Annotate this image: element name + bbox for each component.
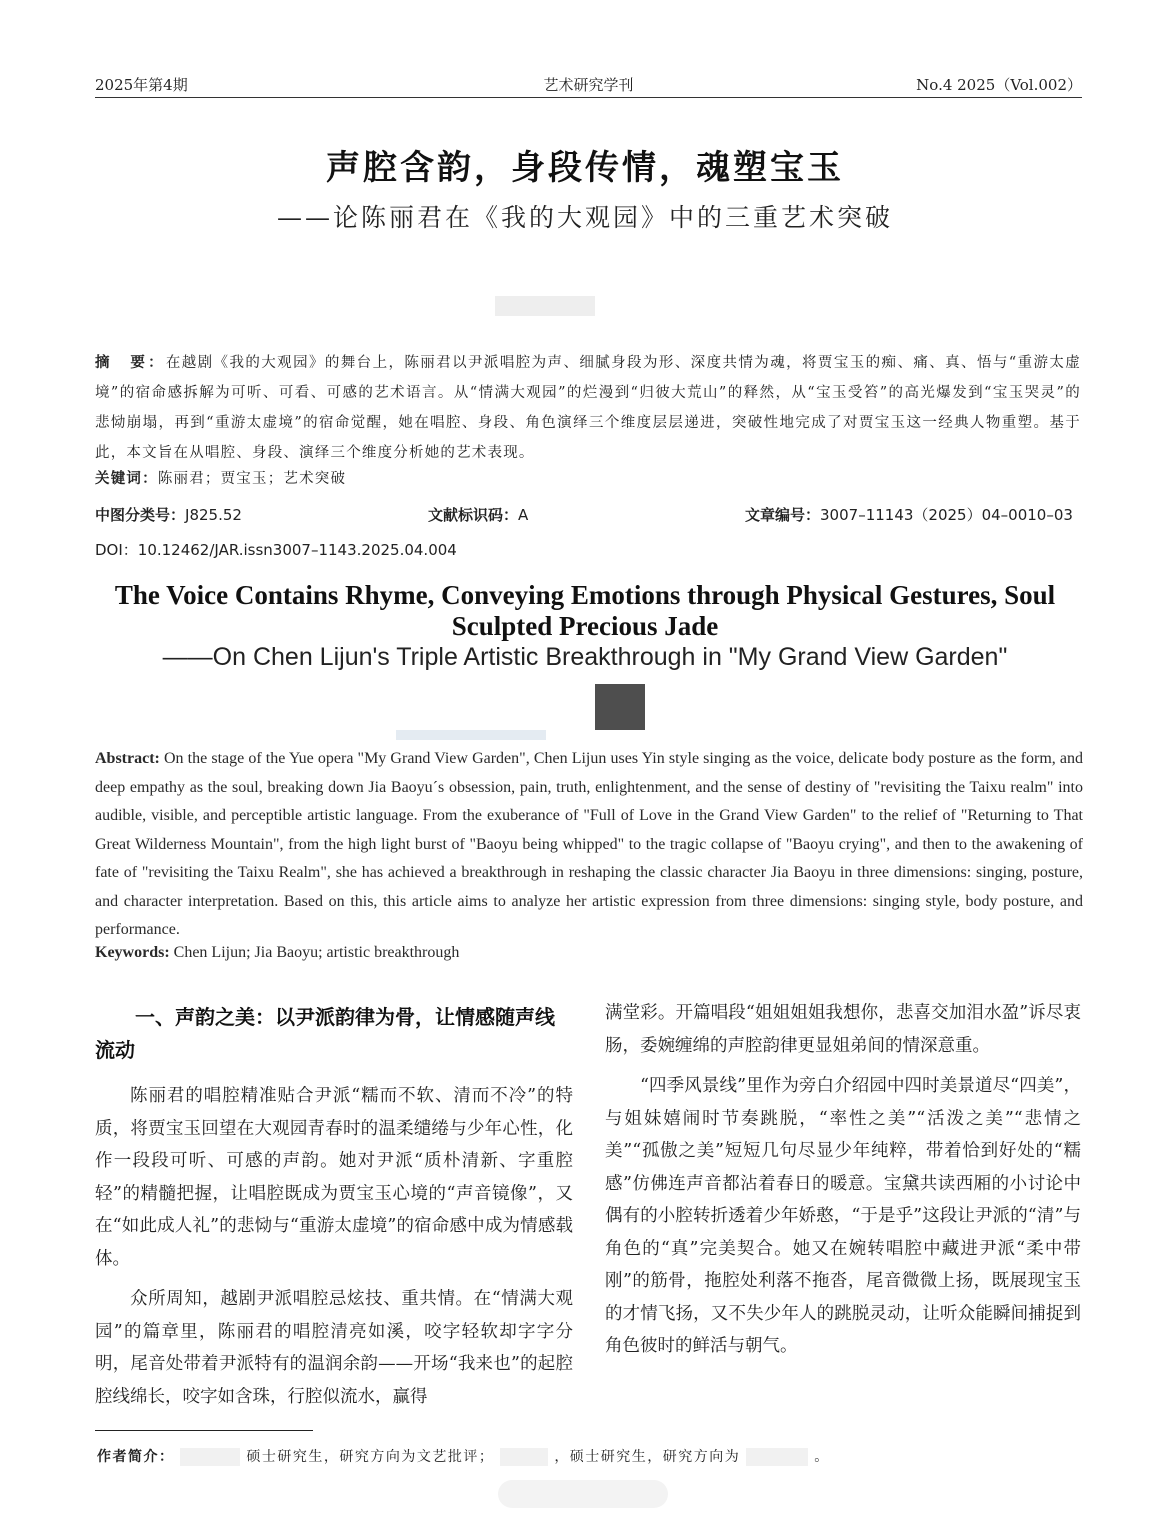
- author-footnote: [97, 1446, 830, 1466]
- keywords-label: 关键词：: [95, 471, 158, 487]
- document-code: 文献标识码：A: [428, 506, 529, 524]
- chinese-title: 声腔含韵，身段传情，魂塑宝玉: [326, 148, 844, 188]
- english-keywords: [95, 944, 459, 962]
- issue-label: 2025年第4期: [95, 76, 188, 94]
- chinese-keywords: [95, 467, 346, 488]
- volume-label: No.4 2025（Vol.002）: [916, 76, 1082, 94]
- keywords-text: 陈丽君；贾宝玉；艺术突破: [157, 471, 347, 487]
- abstract-text: 在越剧《我的大观园》的舞台上，陈丽君以尹派唱腔为声、细腻身段为形、深度共情为魂，将贾宝玉的痴、痛、真、悟与“重游太虚境”的宿命感拆解为可听、可看、可感的艺术语言。从“情满大观园”的烂漫到“归彼大荒山”的释然，从“宝玉受笞”的高光爆发到“宝玉哭灵”的悲恸崩塌，再到“重游太虚境”的宿命觉醒，她在唱腔、身段、角色演绎三个维度层层递进，突破性地完成了对贾宝玉这一经典人物重塑。基于此，本文旨在从唱腔、身段、演绎三个维度分析她的艺术表现。: [95, 355, 1082, 461]
- redacted-stamp: [498, 1480, 668, 1508]
- paragraph: “四季风景线”里作为旁白介绍园中四时美景道尽“四美”，与姐妹嬉闹时节奏跳脱，“率性之美”“活泼之美”“悲情之美”“孤傲之美”短短几句尽显少年纯粹，带着恰到好处的“糯感”仿佛连声音都沾着春日的暖意。宝黛共读西厢的小讨论中偶有的小腔转折透着少年娇憨，“于是乎”这段让尹派的“清”与角色的“真”完美契合。她又在婉转唱腔中藏进尹派“柔中带刚”的筋骨，拖腔处利落不拖沓，尾音微微上扬，既展现宝玉的才情飞扬，又不失少年人的跳脱灵动，让听众能瞬间捕捉到角色彼时的鲜活与朝气。: [605, 1076, 1081, 1356]
- redacted-name: [180, 1448, 240, 1466]
- keywords-en-label: Keywords:: [95, 944, 170, 961]
- abstract-en-text: On the stage of the Yue opera "My Grand View Garden", Chen Lijun uses Yin style singing as the voice, delicate body posture as the form, and deep empathy as the soul, breaking down Jia Baoyu´s obsession, pain, truth, enlightenment, and the sense of destiny of "revisiting the Taixu realm" into audible, visible, and perceptible artistic language. From the exuberance of "Full of Love in the Grand View Garden" to the relief of "Returning to That Great Wilderness Mountain", from the high light burst of "Baoyu being whipped" to the tragic collapse of "Baoyu crying", and then to the awakening of fate of "revisiting the Taixu Realm", she has achieved a breakthrough in reshaping the classic character Jia Baoyu in three dimensions: singing, posture, and character interpretation. Based on this, this article aims to analyze her artistic expression from three dimensions: singing style, body posture, and performance.: [95, 750, 1083, 938]
- redacted-field: [746, 1448, 808, 1466]
- abstract-label: 摘 要：: [95, 355, 166, 371]
- footnote-part2: ，硕士研究生，研究方向为: [554, 1449, 741, 1465]
- chinese-subtitle: ——论陈丽君在《我的大观园》中的三重艺术突破: [276, 203, 893, 232]
- journal-name: 艺术研究学刊: [543, 76, 634, 94]
- footnote-part1: 硕士研究生，研究方向为文艺批评；: [246, 1449, 495, 1465]
- english-abstract: [95, 745, 1083, 945]
- paragraph: 众所周知，越剧尹派唱腔忌炫技、重共情。在“情满大观园”的篇章里，陈丽君的唱腔清亮如溪，咬字轻软却字字分明，尾音处带着尹派特有的温润余韵——开场“我来也”的起腔腔线绵长，咬字如含珠，行腔似流水，赢得: [95, 1289, 573, 1407]
- footnote-rule: [95, 1430, 313, 1431]
- paragraph: 陈丽君的唱腔精准贴合尹派“糯而不软、清而不冷”的特质，将贾宝玉回望在大观园青春时的温柔缱绻与少年心性，化作一段段可听、可感的声韵。她对尹派“质朴清新、字重腔轻”的精髓把握，让唱腔既成为贾宝玉心境的“声音镜像”，又在“如此成人礼”的悲恸与“重游太虚境”的宿命感中成为情感载体。: [95, 1086, 573, 1269]
- section-heading: 一、声韵之美：以尹派韵律为骨，让情感随声线流动: [95, 1005, 555, 1062]
- redacted-author-en: [396, 730, 546, 740]
- english-subtitle: ——On Chen Lijun's Triple Artistic Breakthrough in "My Grand View Garden": [162, 643, 1008, 671]
- body-right-column: [605, 997, 1081, 1371]
- english-title: The Voice Contains Rhyme, Conveying Emotions through Physical Gestures, Soul Sculpted Precious Jade: [114, 580, 1056, 641]
- chinese-abstract: [95, 348, 1081, 468]
- doi: DOI：10.12462/JAR.issn3007–1143.2025.04.004: [95, 541, 457, 559]
- redacted-block: [595, 684, 645, 730]
- footnote-part3: 。: [814, 1449, 830, 1465]
- article-number: 文章编号：3007–11143（2025）04–0010–03: [745, 506, 1073, 524]
- footnote-label: 作者简介：: [97, 1449, 175, 1465]
- redacted-author: [495, 296, 595, 316]
- clc-number: 中图分类号：J825.52: [95, 506, 242, 524]
- running-header: [95, 74, 1082, 98]
- body-left-column: [95, 1080, 573, 1421]
- keywords-en-text: Chen Lijun; Jia Baoyu; artistic breakthrough: [169, 944, 460, 961]
- redacted-name: [500, 1448, 548, 1466]
- paragraph: 满堂彩。开篇唱段“姐姐姐姐我想你，悲喜交加泪水盈”诉尽衷肠，委婉缠绵的声腔韵律更显姐弟间的情深意重。: [605, 1003, 1081, 1056]
- abstract-en-label: Abstract:: [95, 750, 160, 767]
